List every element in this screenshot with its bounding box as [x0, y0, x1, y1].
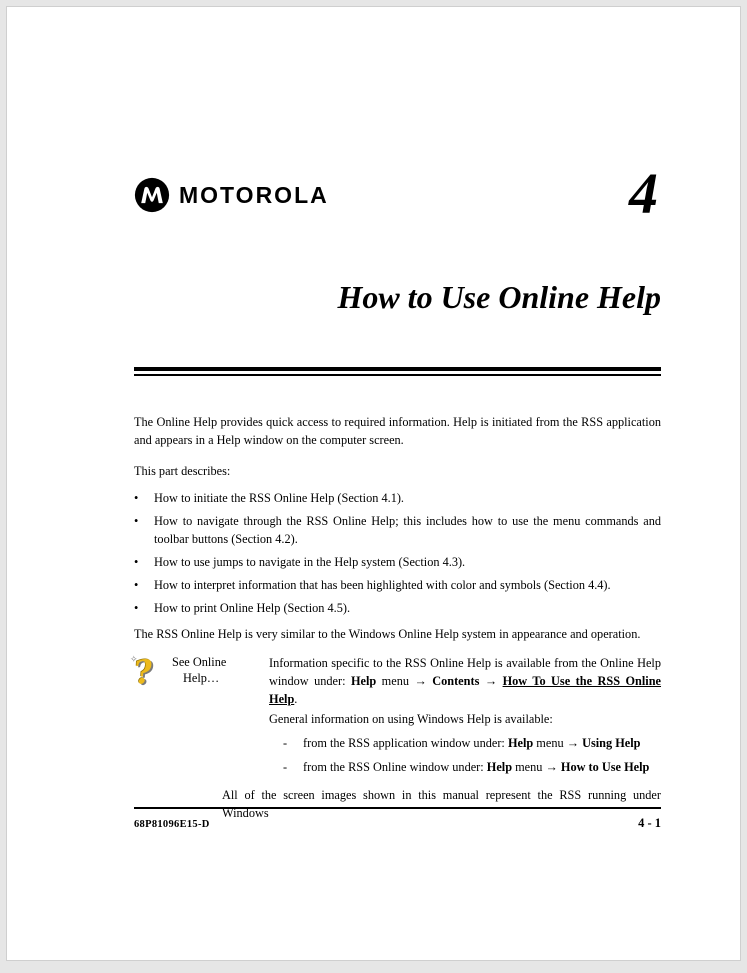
- bullet-text: How to interpret information that has been highlighted with color and symbols (Section 4.4).: [154, 578, 611, 592]
- note-dash-item: [269, 734, 661, 752]
- menu-name: Help: [507, 736, 534, 750]
- arrow-glyph: →: [545, 760, 558, 774]
- manual-page: [6, 6, 741, 961]
- note-paragraph-1: [269, 654, 661, 708]
- bullet-item: [134, 512, 661, 548]
- similar-paragraph: The RSS Online Help is very similar to the Windows Online Help system in appearance and operation.: [134, 627, 641, 641]
- note-paragraph-2: General information on using Windows Help is available:: [269, 712, 553, 726]
- arrow-glyph: →: [566, 736, 579, 750]
- bullet-item: [134, 576, 661, 594]
- note-body: [269, 654, 661, 776]
- rule-bottom: [134, 374, 661, 376]
- rule-top: [134, 367, 661, 371]
- bullet-text: How to print Online Help (Section 4.5).: [154, 601, 351, 615]
- chapter-number: 4: [629, 161, 658, 226]
- describes-label: This part describes:: [134, 464, 231, 478]
- menu-name: Help: [486, 760, 513, 774]
- arrow-glyph: →: [414, 674, 427, 688]
- bullet-icon: •: [134, 555, 139, 569]
- footer-page-number: 4 - 1: [638, 816, 661, 830]
- note-text: menu: [533, 736, 567, 750]
- motorola-logo-icon: [134, 177, 170, 213]
- menu-item-name: How to Use Help: [560, 760, 650, 774]
- bullet-icon: •: [134, 491, 139, 505]
- note-label-line2: Help…: [183, 671, 220, 685]
- brand-row: [134, 177, 329, 213]
- menu-item-name: Using Help: [582, 736, 641, 750]
- note-label-line1: See Online: [172, 655, 227, 669]
- note-text: Information specific to the RSS Online Help is available from the Online Help window under:: [269, 656, 661, 688]
- bullet-icon: •: [134, 601, 139, 615]
- bullet-icon: •: [134, 514, 139, 528]
- page-title: How to Use Online Help: [337, 279, 661, 315]
- question-mark-icon: ✧ ?: [134, 656, 166, 692]
- bullet-text: How to use jumps to navigate in the Help system (Section 4.3).: [154, 555, 466, 569]
- page-footer: [134, 807, 661, 831]
- note-item-text: [303, 758, 649, 776]
- note-text: from the RSS application window under:: [303, 736, 508, 750]
- bullet-icon: •: [134, 578, 139, 592]
- double-rule: [134, 367, 661, 376]
- note-text: .: [294, 692, 298, 706]
- bullet-item: [134, 599, 661, 617]
- help-topic-reference: How To Use the RSS Online Help: [269, 674, 662, 706]
- note-item-text: [303, 734, 641, 752]
- note-text: menu: [512, 760, 546, 774]
- closing-paragraph: All of the screen images shown in this manual represent the RSS running under Windows: [222, 788, 661, 820]
- menu-item-name: Contents: [432, 674, 480, 688]
- bullet-item: [134, 489, 661, 507]
- arrow-glyph: →: [484, 674, 498, 688]
- brand-wordmark: MOTOROLA: [179, 181, 329, 208]
- note-dash-item: [269, 758, 661, 776]
- note-label: [172, 654, 269, 686]
- dash-marker: -: [283, 760, 288, 774]
- bullet-item: [134, 553, 661, 571]
- see-online-help-note: [131, 651, 662, 776]
- bullet-list: [134, 489, 661, 617]
- intro-paragraph: The Online Help provides quick access to required information. Help is initiated from the RSS application and appears in a Help window on the computer screen.: [134, 415, 661, 447]
- body-content: [131, 413, 662, 822]
- footer-doc-number: 68P81096E15-D: [134, 819, 210, 830]
- menu-name: Help: [350, 674, 377, 688]
- bullet-text: How to initiate the RSS Online Help (Section 4.1).: [154, 491, 405, 505]
- bullet-text: How to navigate through the RSS Online Help; this includes how to use the menu commands and toolbar buttons (Section 4.2).: [154, 514, 661, 546]
- note-label-column: [131, 651, 269, 776]
- note-text: menu: [376, 674, 415, 688]
- dash-marker: -: [283, 736, 288, 750]
- note-text: from the RSS Online window under:: [303, 760, 487, 774]
